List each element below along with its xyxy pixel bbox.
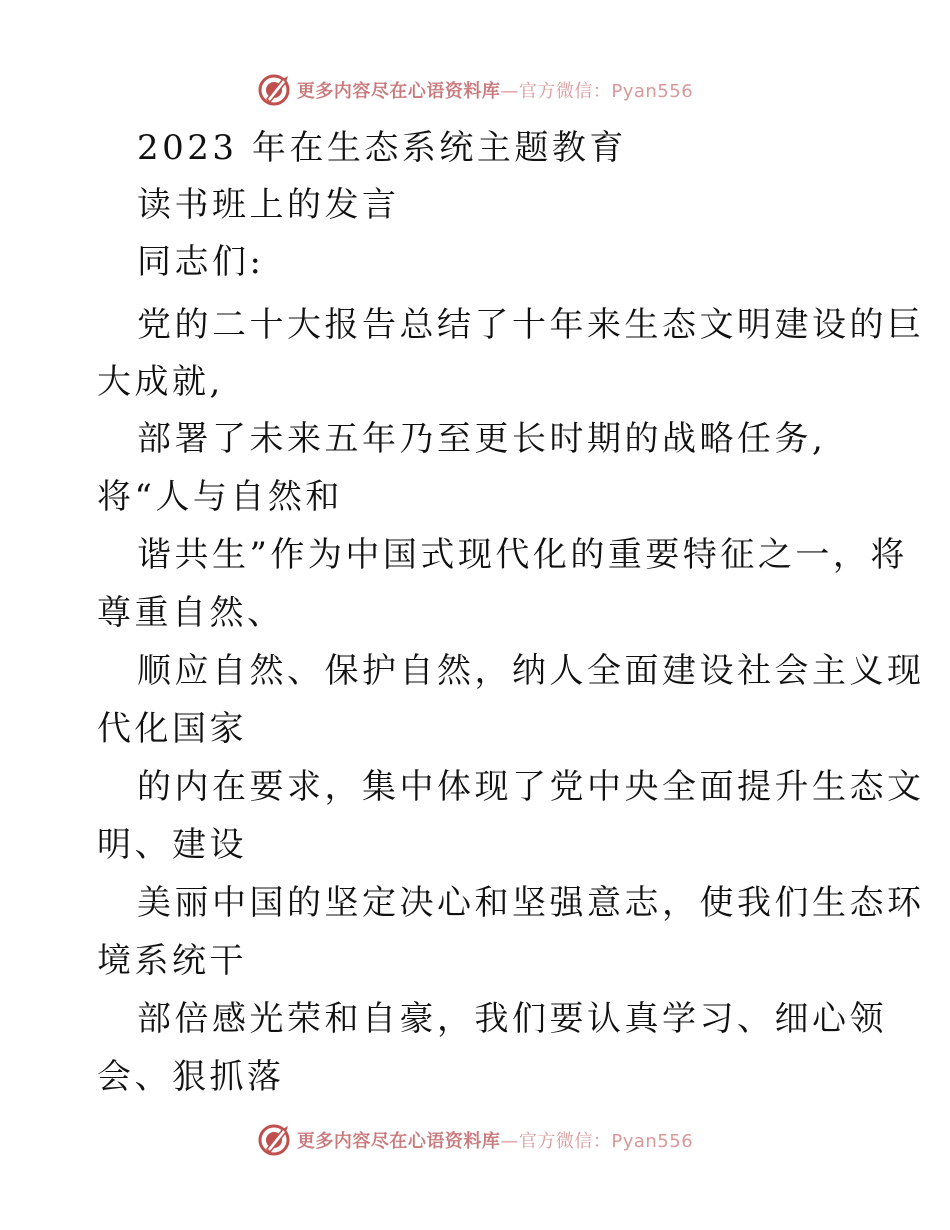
paragraph-line: 明、建设: [97, 825, 247, 865]
pen-logo-icon: [257, 73, 291, 107]
paragraph-line: 谐共生”作为中国式现代化的重要特征之一，将: [137, 535, 908, 575]
paragraph-line: 尊重自然、: [97, 593, 285, 633]
paragraph-line: 大成就,: [97, 362, 224, 402]
header-watermark: [0, 70, 950, 110]
paragraph-line: 境系统干: [97, 941, 247, 981]
paragraph-line: 顺应自然、保护自然，纳人全面建设社会主义现: [137, 651, 925, 691]
watermark-text: 更多内容尽在心语资料库—官方微信：Pyan556: [296, 1131, 694, 1152]
watermark-text: 更多内容尽在心语资料库—官方微信：Pyan556: [296, 81, 694, 102]
paragraph-line: 的内在要求，集中体现了党中央全面提升生态文: [137, 767, 925, 807]
paragraph-line: 美丽中国的坚定决心和坚强意志，使我们生态环: [137, 883, 925, 923]
doc-title-line-2: 读书班上的发言: [137, 185, 400, 225]
paragraph-line: 会、狠抓落: [97, 1057, 285, 1097]
paragraph-line: 部署了未来五年乃至更长时期的战略任务,: [137, 419, 827, 459]
paragraph-line: 代化国家: [97, 709, 247, 749]
paragraph-line: 党的二十大报告总结了十年来生态文明建设的巨: [137, 305, 925, 345]
salutation: 同志们:: [137, 242, 265, 282]
pen-logo-icon: [257, 1123, 291, 1157]
paragraph-line: 部倍感光荣和自豪，我们要认真学习、细心领: [137, 999, 887, 1039]
footer-watermark: [0, 1120, 950, 1160]
paragraph-line: 将“人与自然和: [97, 477, 343, 517]
doc-title-line-1: 2023 年在生态系统主题教育: [137, 128, 627, 168]
